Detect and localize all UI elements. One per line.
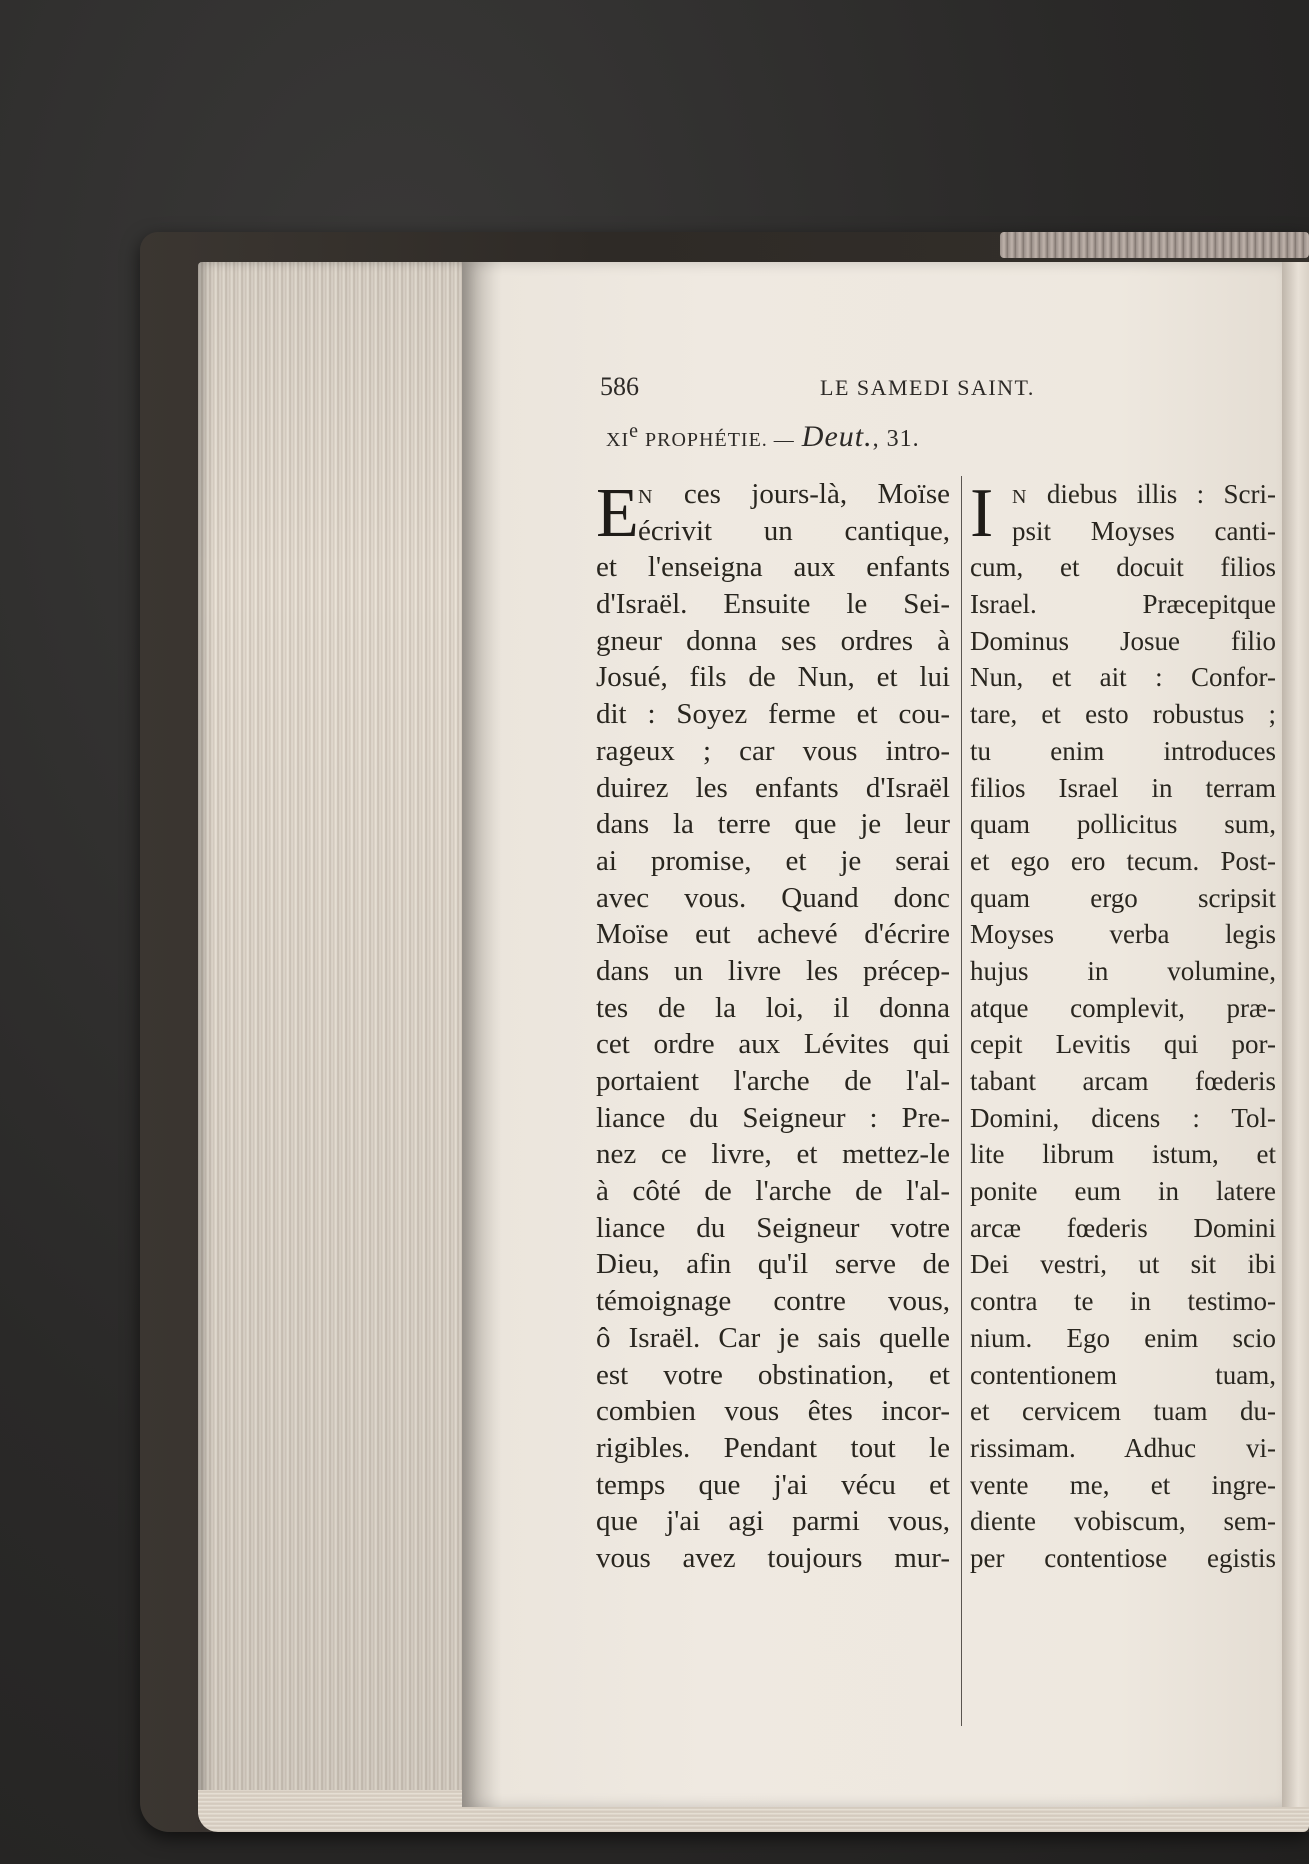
french-text-line: dans la terre que je leur [596, 808, 950, 841]
french-text-line: cet ordre aux Lévites qui [596, 1028, 950, 1061]
french-first-smallcap: N [638, 486, 654, 508]
latin-text-line: diente vobiscum, sem- [970, 1506, 1276, 1537]
french-text-line: et l'enseigna aux enfants [596, 551, 950, 584]
page-number: 586 [600, 372, 639, 401]
scripture-reference-rest: , 31. [872, 426, 920, 452]
running-title: LE SAMEDI SAINT. [820, 375, 1035, 400]
latin-text-line: quam pollicitus sum, [970, 809, 1276, 840]
latin-first-line-text: diebus illis : Scri- [1027, 479, 1276, 509]
latin-text-line: lite librum istum, et [970, 1139, 1276, 1170]
latin-text-line: Moyses verba legis [970, 919, 1276, 950]
french-text-line: Moïse eut achevé d'écrire [596, 918, 950, 951]
french-text-line: rigibles. Pendant tout le [596, 1431, 950, 1464]
latin-text-line: nium. Ego enim scio [970, 1322, 1276, 1353]
latin-text-line: tare, et esto robustus ; [970, 699, 1276, 730]
french-text-line: liance du Seigneur votre [596, 1211, 950, 1244]
french-text-line: écrivit un cantique, [638, 514, 950, 547]
latin-text-line: rissimam. Adhuc vi- [970, 1432, 1276, 1463]
next-page-edge [1282, 262, 1309, 1807]
latin-first-smallcap: N [1012, 486, 1028, 508]
french-text-line: avec vous. Quand donc [596, 881, 950, 914]
latin-text-line: cum, et docuit filios [970, 552, 1276, 583]
running-head [600, 372, 1060, 402]
latin-text-line: Dei vestri, ut sit ibi [970, 1249, 1276, 1280]
french-text-line: dit : Soyez ferme et cou- [596, 698, 950, 731]
latin-text-line: ponite eum in latere [970, 1176, 1276, 1207]
latin-text-line: et cervicem tuam du- [970, 1396, 1276, 1427]
french-text-line: que j'ai agi parmi vous, [596, 1505, 950, 1538]
french-text-line: duirez les enfants d'Israël [596, 771, 950, 804]
latin-text-line: Israel. Præcepitque [970, 589, 1276, 620]
latin-text-line: tabant arcam fœderis [970, 1066, 1276, 1096]
page-fore-edge [198, 262, 468, 1822]
french-text-line: d'Israël. Ensuite le Sei- [596, 588, 950, 621]
french-text-line: temps que j'ai vécu et [596, 1468, 950, 1501]
french-text-line: gneur donna ses ordres à [596, 624, 950, 657]
french-text-line: nez ce livre, et mettez-le [596, 1138, 950, 1171]
french-text-line: portaient l'arche de l'al- [596, 1065, 950, 1097]
latin-text-line: quam ergo scripsit [970, 882, 1276, 913]
section-heading [606, 420, 1166, 460]
scripture-reference: Deut. [801, 420, 873, 453]
latin-text-line: psit Moyses canti- [1012, 515, 1276, 546]
french-text-line: Dieu, afin qu'il serve de [596, 1248, 950, 1281]
latin-text-line: filios Israel in terram [970, 772, 1276, 803]
french-text-line: combien vous êtes incor- [596, 1395, 950, 1428]
french-text-line: liance du Seigneur : Pre- [596, 1101, 950, 1134]
latin-text-line: contra te in testimo- [970, 1286, 1276, 1317]
latin-text-line: per contentiose egistis [970, 1542, 1276, 1573]
latin-text-line: atque complevit, præ- [970, 992, 1276, 1023]
book-headband [1000, 232, 1309, 258]
french-text-line: est votre obstination, et [596, 1358, 950, 1391]
french-column [596, 476, 950, 1577]
french-text-line: à côté de l'arche de l'al- [596, 1175, 950, 1208]
latin-text-line: tu enim introduces [970, 735, 1276, 766]
french-text-line: témoignage contre vous, [596, 1285, 950, 1318]
latin-text-line: vente me, et ingre- [970, 1469, 1276, 1500]
french-text-line: rageux ; car vous intro- [596, 734, 950, 767]
french-text-line: dans un livre les précep- [596, 954, 950, 987]
latin-text-line: contentionem tuam, [970, 1359, 1276, 1390]
latin-column [970, 476, 1276, 1577]
french-text-line: tes de la loi, il donna [596, 991, 950, 1024]
gutter-shadow [462, 262, 502, 1807]
latin-dropcap: I [970, 475, 994, 552]
latin-text-line: cepit Levitis qui por- [970, 1029, 1276, 1060]
latin-text-line [970, 476, 1276, 513]
french-text-line: vous avez toujours mur- [596, 1541, 950, 1574]
section-label-prefix: XI [606, 429, 630, 451]
latin-text-line: Dominus Josue filio [970, 625, 1276, 656]
french-text-line: Josué, fils de Nun, et lui [596, 661, 950, 694]
french-first-line-text: ces jours-là, Moïse [653, 478, 950, 510]
latin-text-line: arcæ fœderis Domini [970, 1212, 1276, 1243]
latin-text-line: Domini, dicens : Tol- [970, 1102, 1276, 1133]
section-label-rest: PROPHÉTIE. — [639, 429, 795, 451]
french-text-line: ai promise, et je serai [596, 844, 950, 877]
latin-text-line: Nun, et ait : Confor- [970, 662, 1276, 693]
french-dropcap: E [596, 475, 639, 552]
column-divider [961, 476, 962, 1726]
latin-text-line: hujus in volumine, [970, 955, 1276, 986]
latin-text-line: et ego ero tecum. Post- [970, 845, 1276, 876]
section-label-sup: e [629, 420, 639, 442]
french-text-line [596, 476, 950, 513]
french-text-line: ô Israël. Car je sais quelle [596, 1321, 950, 1354]
